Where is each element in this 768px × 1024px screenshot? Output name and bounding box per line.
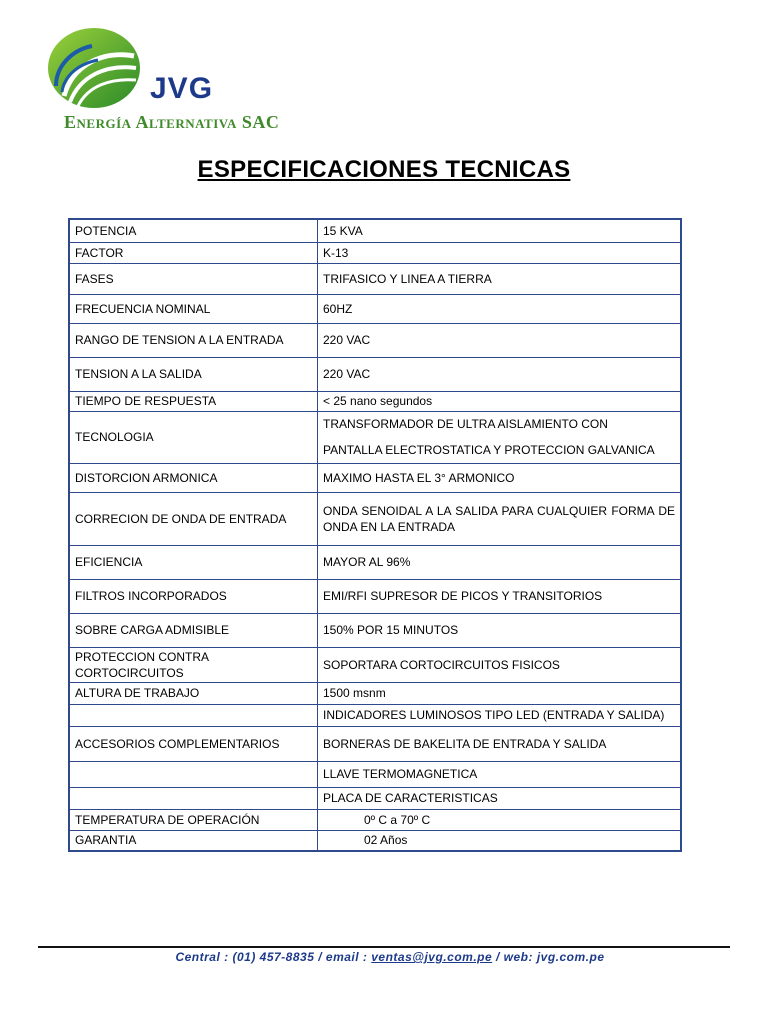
table-row — [69, 357, 681, 391]
spec-label: FASES — [69, 263, 318, 294]
table-row — [69, 545, 681, 579]
spec-value: BORNERAS DE BAKELITA DE ENTRADA Y SALIDA — [318, 726, 682, 761]
spec-label: EFICIENCIA — [69, 545, 318, 579]
page-title: ESPECIFICACIONES TECNICAS — [197, 156, 571, 183]
spec-value: 220 VAC — [318, 323, 682, 357]
specs-table — [68, 218, 682, 852]
table-row — [69, 726, 681, 761]
footer-divider — [38, 946, 730, 948]
spec-value: 60HZ — [318, 294, 682, 323]
logo-globe-icon — [42, 26, 142, 112]
table-row — [69, 579, 681, 613]
table-row — [69, 263, 681, 294]
spec-label: GARANTIA — [69, 830, 318, 851]
spec-label: FACTOR — [69, 242, 318, 263]
table-row — [69, 463, 681, 492]
table-row — [69, 294, 681, 323]
footer-separator: / — [492, 950, 504, 964]
spec-label: PROTECCION CONTRA CORTOCIRCUITOS — [69, 647, 318, 682]
spec-label — [69, 704, 318, 726]
spec-label: TENSION A LA SALIDA — [69, 357, 318, 391]
table-row — [69, 647, 681, 682]
table-row — [69, 787, 681, 809]
spec-label: ACCESORIOS COMPLEMENTARIOS — [69, 726, 318, 761]
table-row — [69, 704, 681, 726]
spec-label: CORRECION DE ONDA DE ENTRADA — [69, 492, 318, 545]
spec-value: K-13 — [318, 242, 682, 263]
table-row — [69, 411, 681, 463]
spec-value-line: PANTALLA ELECTROSTATICA Y PROTECCION GALVANICA — [323, 443, 655, 457]
spec-value: TRIFASICO Y LINEA A TIERRA — [318, 263, 682, 294]
footer-email-link[interactable]: ventas@jvg.com.pe — [371, 950, 493, 964]
table-row — [69, 761, 681, 787]
table-row — [69, 682, 681, 704]
spec-value: ONDA SENOIDAL A LA SALIDA PARA CUALQUIER FORMA DE ONDA EN LA ENTRADA — [318, 492, 682, 545]
spec-value: 15 KVA — [318, 219, 682, 242]
spec-value: 02 Años — [318, 830, 682, 851]
spec-label: SOBRE CARGA ADMISIBLE — [69, 613, 318, 647]
spec-value: SOPORTARA CORTOCIRCUITOS FISICOS — [318, 647, 682, 682]
spec-label — [69, 761, 318, 787]
footer-contact — [0, 950, 768, 964]
spec-label: TIEMPO DE RESPUESTA — [69, 391, 318, 411]
table-row — [69, 492, 681, 545]
logo-name: JVG — [150, 72, 214, 105]
table-row — [69, 830, 681, 851]
table-row — [69, 809, 681, 830]
spec-value: PLACA DE CARACTERISTICAS — [318, 787, 682, 809]
spec-label: DISTORCION ARMONICA — [69, 463, 318, 492]
spec-label: RANGO DE TENSION A LA ENTRADA — [69, 323, 318, 357]
company-logo — [42, 26, 342, 136]
footer-web: web: jvg.com.pe — [503, 950, 605, 964]
spec-value: INDICADORES LUMINOSOS TIPO LED (ENTRADA Y SALIDA) — [318, 704, 682, 726]
spec-label: FRECUENCIA NOMINAL — [69, 294, 318, 323]
footer-email-label: email : — [325, 950, 372, 964]
spec-label: TECNOLOGIA — [69, 411, 318, 463]
spec-value: LLAVE TERMOMAGNETICA — [318, 761, 682, 787]
table-row — [69, 391, 681, 411]
table-row — [69, 613, 681, 647]
spec-value: 220 VAC — [318, 357, 682, 391]
table-row — [69, 323, 681, 357]
spec-value-line: TRANSFORMADOR DE ULTRA AISLAMIENTO CON — [323, 417, 608, 431]
spec-value: 0º C a 70º C — [318, 809, 682, 830]
spec-value: MAXIMO HASTA EL 3° ARMONICO — [318, 463, 682, 492]
spec-value: < 25 nano segundos — [318, 391, 682, 411]
spec-label — [69, 787, 318, 809]
footer-phone: Central : (01) 457-8835 — [175, 950, 315, 964]
spec-value: 1500 msnm — [318, 682, 682, 704]
spec-value: EMI/RFI SUPRESOR DE PICOS Y TRANSITORIOS — [318, 579, 682, 613]
spec-label: ALTURA DE TRABAJO — [69, 682, 318, 704]
spec-label: POTENCIA — [69, 219, 318, 242]
table-row — [69, 219, 681, 242]
spec-value: 150% POR 15 MINUTOS — [318, 613, 682, 647]
logo-tagline: Energía Alternativa SAC — [64, 112, 280, 132]
spec-label: FILTROS INCORPORADOS — [69, 579, 318, 613]
spec-value — [318, 411, 682, 463]
spec-label: TEMPERATURA DE OPERACIÓN — [69, 809, 318, 830]
footer-separator: / — [314, 950, 326, 964]
table-row — [69, 242, 681, 263]
spec-value: MAYOR AL 96% — [318, 545, 682, 579]
